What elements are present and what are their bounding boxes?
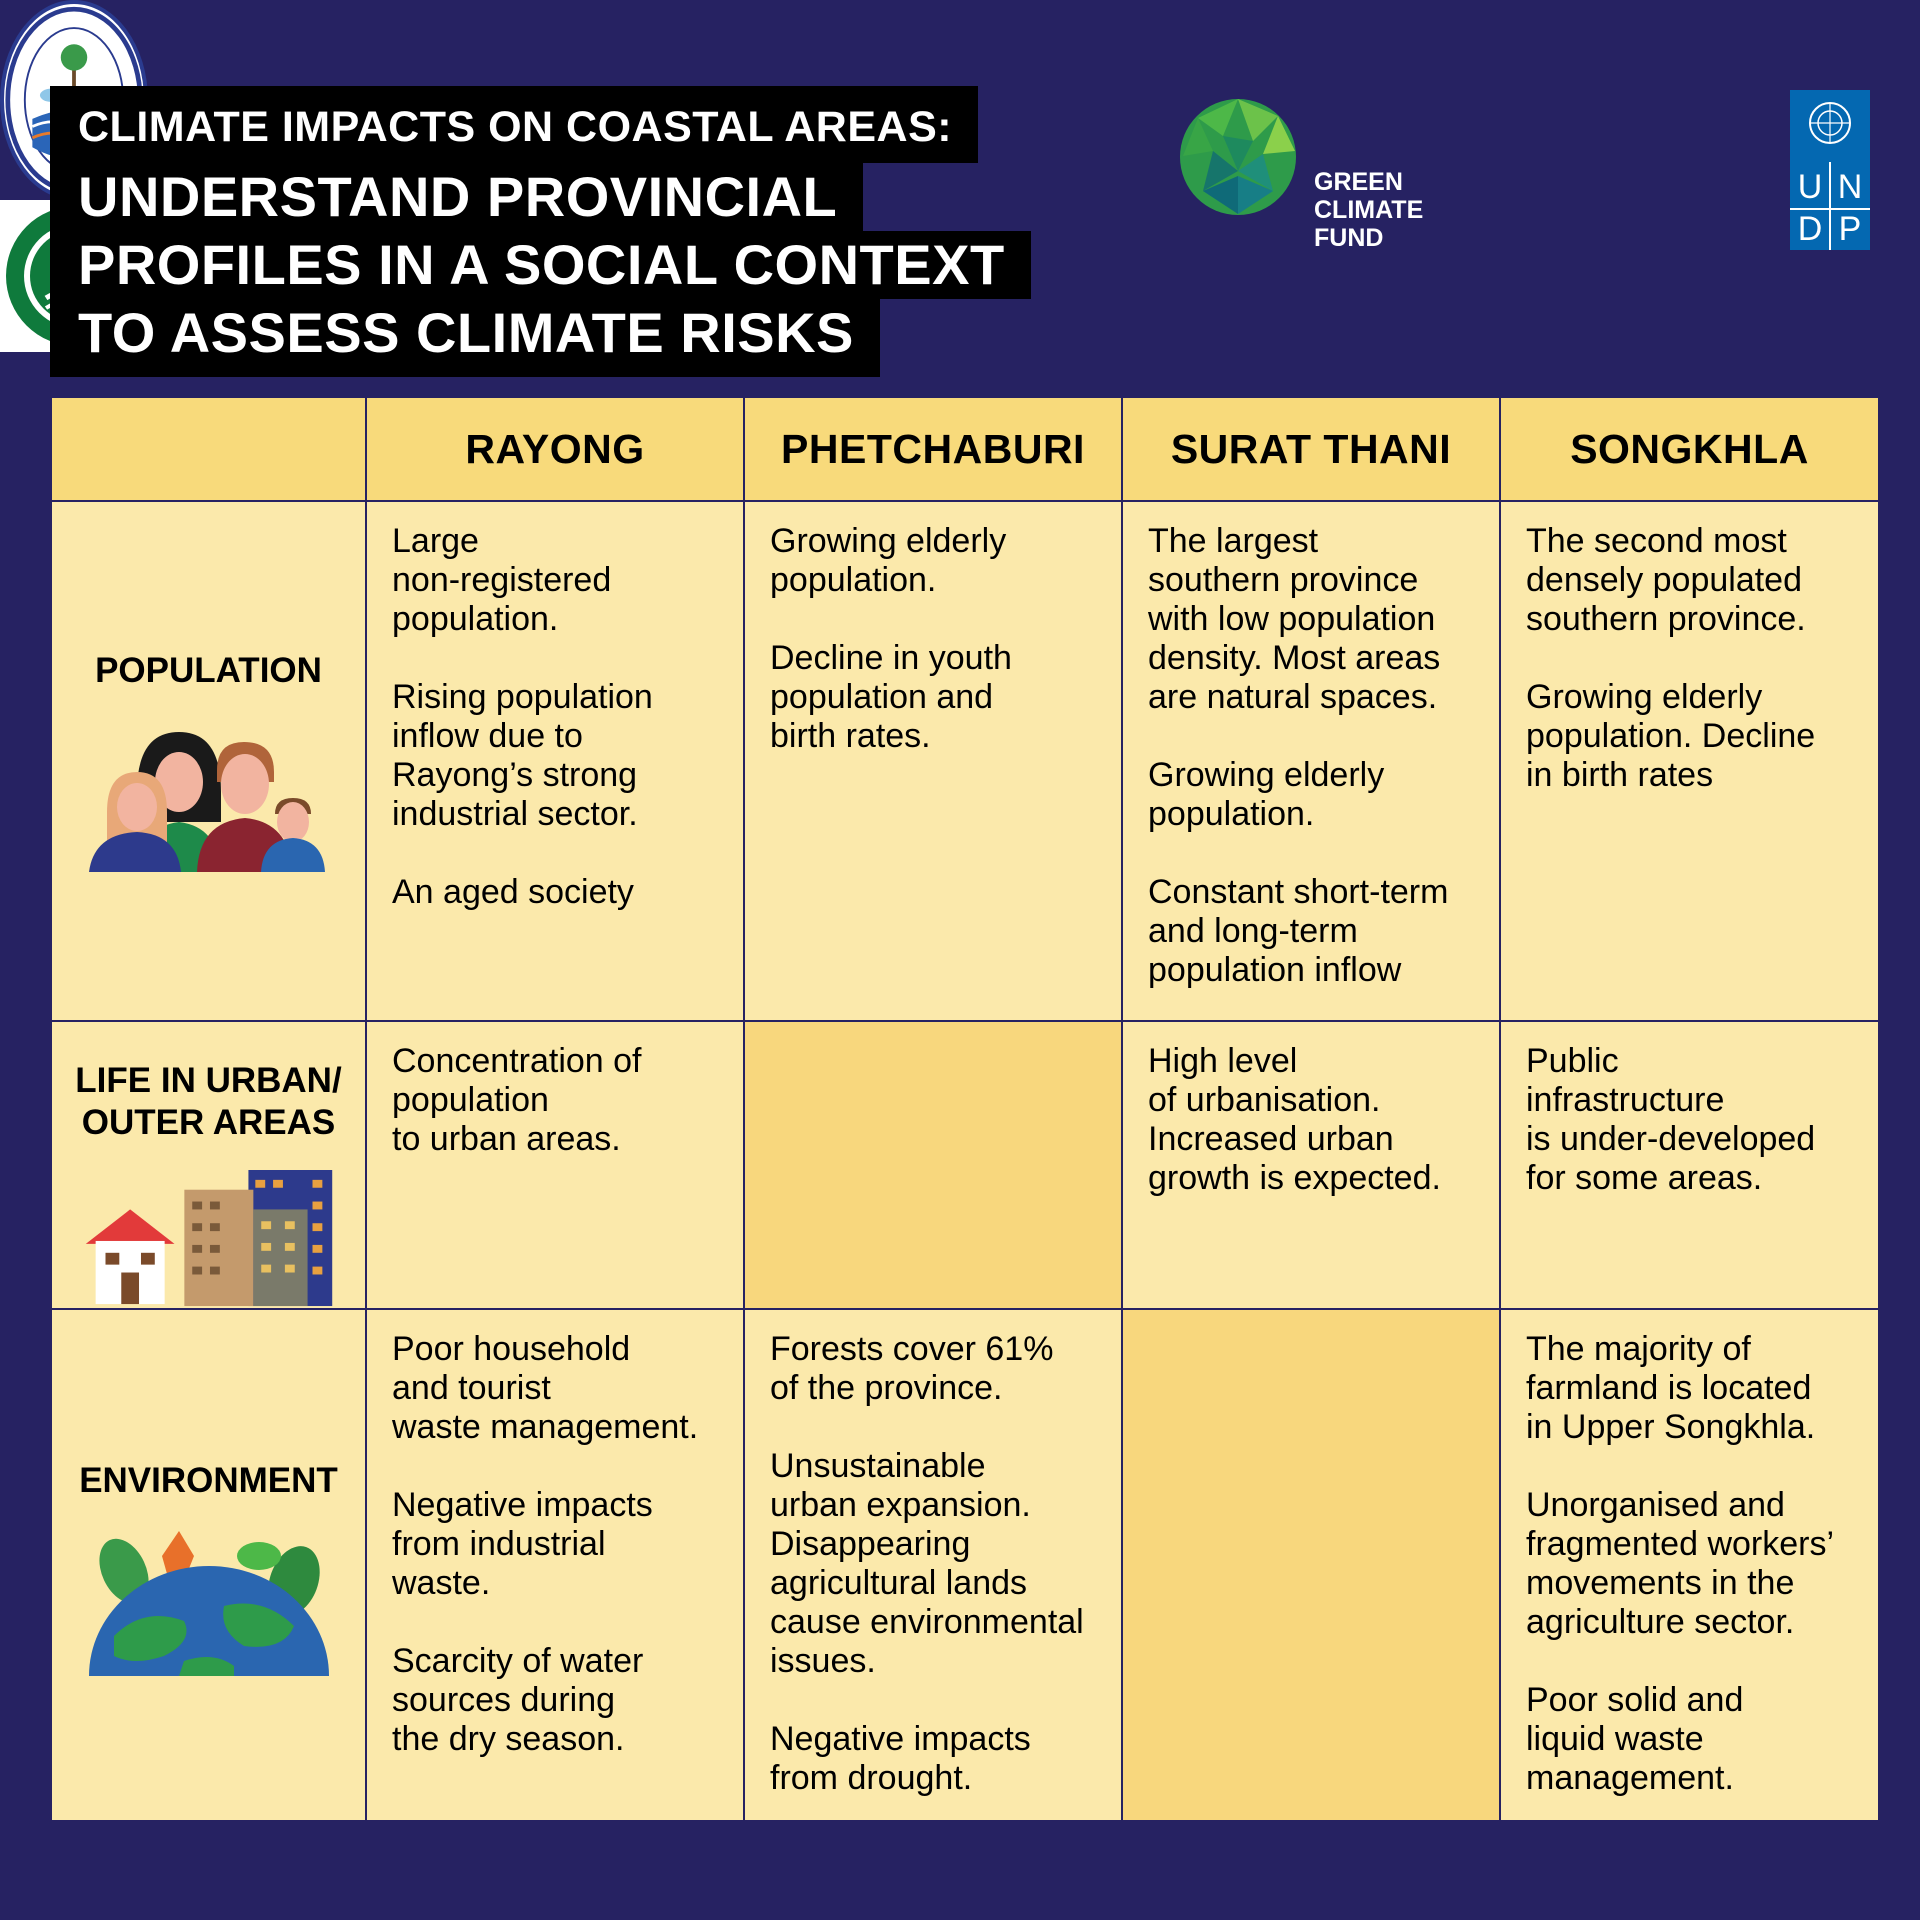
- cell-environment-phetchaburi: [745, 1310, 1121, 1820]
- title-line-3: PROFILES IN A SOCIAL CONTEXT: [50, 231, 1031, 299]
- undp-letter-d: D: [1797, 210, 1823, 248]
- cell-text: Rising population inflow due to Rayong’s strong industrial sector.: [392, 678, 653, 833]
- cell-text: Unsustainable urban expansion. Disappearing agricultural lands cause environmental issues.: [770, 1447, 1084, 1680]
- column-header-label: RAYONG: [465, 425, 645, 472]
- cell-population-rayong: [367, 502, 743, 1020]
- cell-urban-phetchaburi-empty: [745, 1022, 1121, 1308]
- cell-text: The majority of farmland is located in Upper Songkhla.: [1526, 1330, 1816, 1446]
- cell-text: Growing elderly population.: [770, 522, 1007, 599]
- title-line-4: TO ASSESS CLIMATE RISKS: [50, 299, 880, 377]
- cell-environment-surat-thani-empty: [1123, 1310, 1499, 1820]
- column-header-phetchaburi: [745, 398, 1121, 500]
- cell-text: High level of urbanisation. Increased urban growth is expected.: [1148, 1042, 1441, 1197]
- cell-text: Poor household and tourist waste management.: [392, 1330, 699, 1446]
- cell-text: Forests cover 61% of the province.: [770, 1330, 1054, 1407]
- cell-urban-songkhla: [1501, 1022, 1878, 1308]
- green-climate-fund-globe-icon: [1178, 96, 1298, 218]
- column-header-label: SONGKHLA: [1570, 425, 1809, 472]
- row-label: POPULATION: [95, 651, 322, 690]
- cell-text: Concentration of population to urban areas.: [392, 1042, 642, 1158]
- cell-text: Constant short-term and long-term population inflow: [1148, 873, 1449, 989]
- column-header-rayong: [367, 398, 743, 500]
- header-corner: [52, 398, 365, 500]
- title-line-1: CLIMATE IMPACTS ON COASTAL AREAS:: [50, 86, 978, 163]
- column-header-surat-thani: [1123, 398, 1499, 500]
- title-block: [50, 86, 1031, 377]
- cell-text: Scarcity of water sources during the dry season.: [392, 1642, 644, 1758]
- undp-logo: [1790, 90, 1870, 250]
- un-emblem-icon: [1805, 98, 1855, 148]
- cell-text: Decline in youth population and birth rates.: [770, 639, 1012, 755]
- title-line-2: UNDERSTAND PROVINCIAL: [50, 163, 863, 231]
- cell-text: An aged society: [392, 873, 634, 911]
- cell-text: Growing elderly population.: [1148, 756, 1385, 833]
- cell-text: Negative impacts from industrial waste.: [392, 1486, 653, 1602]
- row-label: ENVIRONMENT: [79, 1461, 338, 1500]
- cell-urban-surat-thani: [1123, 1022, 1499, 1308]
- earth-plants-icon: [84, 1526, 334, 1676]
- cell-text: The second most densely populated southern province.: [1526, 522, 1806, 638]
- row-header-population: [52, 502, 365, 1020]
- cell-population-surat-thani: [1123, 502, 1499, 1020]
- cell-population-songkhla: [1501, 502, 1878, 1020]
- column-header-songkhla: [1501, 398, 1878, 500]
- undp-letter-u: U: [1797, 168, 1823, 206]
- row-header-environment: [52, 1310, 365, 1820]
- cell-population-phetchaburi: [745, 502, 1121, 1020]
- cell-text: Growing elderly population. Decline in birth rates: [1526, 678, 1816, 794]
- family-icon: [89, 722, 329, 872]
- undp-letter-n: N: [1837, 168, 1863, 206]
- cell-environment-rayong: [367, 1310, 743, 1820]
- cell-environment-songkhla: [1501, 1310, 1878, 1820]
- row-header-urban-life: [52, 1022, 365, 1308]
- cell-text: Unorganised and fragmented workers’ movements in the agriculture sector.: [1526, 1486, 1835, 1641]
- column-header-label: SURAT THANI: [1170, 425, 1452, 472]
- cell-urban-rayong: [367, 1022, 743, 1308]
- cell-text: Poor solid and liquid waste management.: [1526, 1681, 1744, 1797]
- row-label: LIFE IN URBAN/ OUTER AREAS: [75, 1061, 342, 1142]
- column-header-label: PHETCHABURI: [781, 425, 1085, 472]
- city-buildings-icon: [84, 1170, 334, 1308]
- undp-letter-p: P: [1838, 210, 1862, 248]
- cell-text: Public infrastructure is under-developed for some areas.: [1526, 1042, 1816, 1197]
- cell-text: Large non-registered population.: [392, 522, 612, 638]
- cell-text: Negative impacts from drought.: [770, 1720, 1031, 1797]
- green-climate-fund-text: GREEN CLIMATE FUND: [1314, 168, 1424, 252]
- cell-text: The largest southern province with low population density. Most areas are natural spaces.: [1148, 522, 1441, 716]
- province-profile-table: [50, 396, 1868, 1812]
